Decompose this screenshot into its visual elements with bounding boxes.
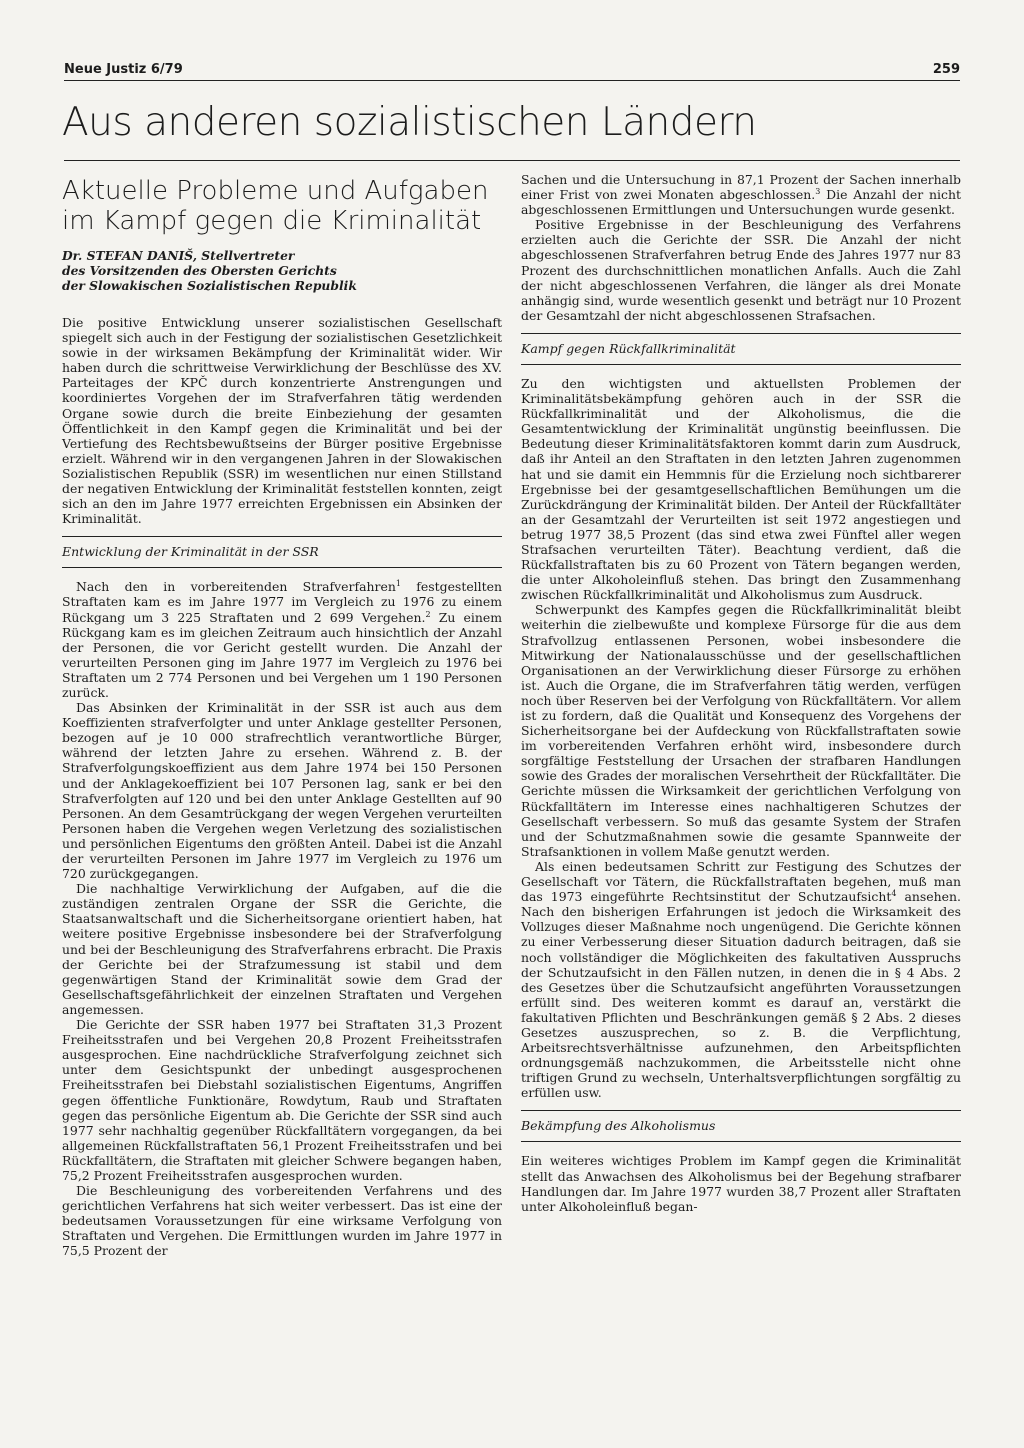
section-title: Aus anderen sozialistischen Ländern [62,100,757,145]
subhead-crime-development: Entwicklung der Kriminalität in der SSR [62,544,319,560]
running-head [64,62,960,77]
article-title-line: Aktuelle Probleme und Aufgaben [62,176,489,206]
paragraph: Die nachhaltige Verwirklichung der Aufgaben, auf die die zuständigen zentralen Organe der SSR die Gerichte, die Staatsanwaltschaft und die Sicherheitsorgane orientiert haben, hat weitere positive Ergebnisse insbesondere bei der Strafverfolgung und bei der Beschleunigung des Strafverfahrens erbracht. Die Praxis der Gerichte bei der Strafzumessung ist stabil und dem gegenwärtigen Stand der Kriminalität sowie dem Grad der Gesellschaftsgefährlichkeit der einzelnen Straftaten und Vergehen angemessen. [62,881,502,1017]
right-column [521,172,961,1214]
footnote-ref: 3 [815,186,821,196]
paragraph [521,859,961,1101]
text-run: Nach den in vorbereitenden Strafverfahren [76,579,396,595]
subhead-rule [62,567,502,568]
subhead-alcoholism: Bekämpfung des Alkoholismus [521,1118,716,1134]
subhead-block-2 [521,333,961,365]
text-run: Zu einem Rückgang kam es im gleichen Zeitraum auch hinsichtlich der Anzahl der Personen, die vor Gericht gestellt wurden. Die Anzahl der verurteilten Personen ging im Jahre 1977 im Vergleich zu 1976 bei Straftaten um 2 774 Personen und bei Vergehen um 1 190 Personen zurück. [62,609,503,700]
text-run: Die Anzahl der nicht abgeschlossenen Ermittlungen und Untersuchungen wurde gesenkt. [521,187,961,218]
byline-line: des Vorsitzenden des Obersten Gerichts [62,263,337,278]
journal-issue: Neue Justiz 6/79 [64,62,183,77]
article-title [62,176,502,236]
paragraph-continued [521,172,961,217]
article-title-line: im Kampf gegen die Kriminalität [62,206,482,236]
paragraph: Schwerpunkt des Kampfes gegen die Rückfallkriminalität bleibt weiterhin die zielbewußte und komplexe Fürsorge für die aus dem Strafvollzug entlassenen Personen, wobei insbesondere die Mitwirkung der Nationalausschüsse und der gesellschaftlichen Organisationen an der Verwirklichung dieser Fürsorge zu erhöhen ist. Auch die Organe, die im Strafverfahren tätig werden, verfügen noch über Reserven bei der Verfolgung von Rückfalltätern. Vor allem ist zu fordern, daß die Qualität und Konsequenz des Vorgehens der Sicherheitsorgane bei der Aufdeckung von Rückfallstraftaten sowie im vorbereitenden Verfahren erhöht wird, insbesondere durch sorgfältige Feststellung der Ursachen der strafbaren Handlungen sowie des Grades der moralischen Versehrtheit der Rückfalltäter. Die Gerichte müssen die Wirksamkeit der gerichtlichen Verfolgung von Rückfalltätern im Interesse eines nachhaltigeren Schutzes der Gesellschaft verbessern. So muß das gesamte System der Strafen und der Schutzmaßnahmen sowie die gesamte Spannweite der Strafsanktionen in vollem Maße genutzt werden. [521,602,961,859]
text-run: festgestellten Straftaten kam es im Jahre 1977 im Vergleich zu 1976 zu einem Rückgang um 3 225 Straftaten und 2 699 Vergehen. [62,579,502,625]
byline-line: der Slowakischen Sozialistischen Republik [62,278,357,293]
paragraph: Ein weiteres wichtiges Problem im Kampf gegen die Kriminalität stellt das Anwachsen des Alkoholismus bei der Begehung strafbarer Handlungen dar. Im Jahre 1977 wurden 38,7 Prozent aller Straftaten unter Alkoholeinfluß began- [521,1153,961,1214]
left-column [62,170,502,1259]
intro-paragraph: Die positive Entwicklung unserer sozialistischen Gesellschaft spiegelt sich auch in der Festigung der sozialistischen Gesetzlichkeit sowie in der wirksamen Bekämpfung der Kriminalität wider. Wir haben durch die schrittweise Verwirklichung der Beschlüsse des XV. Parteitages der KPČ durch konzentrierte Anstrengungen und koordiniertes Vorgehen der im Strafverfahren tätig werdenden Organe sowie durch die breite Einbeziehung der gesamten Öffentlichkeit in den Kampf gegen die Kriminalität und bei der Vertiefung des Rechtsbewußtseins der Bürger positive Ergebnisse erzielt. Während wir in den vergangenen Jahren in der Slowakischen Sozialistischen Republik (SSR) im wesentlichen nur einen Stillstand der negativen Entwicklung der Kriminalität feststellen konnten, zeigt sich an den im Jahre 1977 erreichten Ergebnissen ein Absinken der Kriminalität. [62,315,502,527]
author-byline [62,248,502,293]
paragraph: Die Gerichte der SSR haben 1977 bei Straftaten 31,3 Prozent Freiheitsstrafen und bei Vergehen 20,8 Prozent Freiheitsstrafen ausgesprochen. Eine nachdrückliche Strafverfolgung zeichnet sich unter dem Gesichtspunkt der unbedingt ausgesprochenen Freiheitsstrafen bei Diebstahl sozialistischen Eigentums, Angriffen gegen öffentliche Funktionäre, Rowdytum, Raub und Straftaten gegen das persönliche Eigentum ab. Die Gerichte der SSR sind auch 1977 sehr nachhaltig gegenüber Rückfalltätern vorgegangen, da bei allgemeinen Rückfallstraftaten 56,1 Prozent Freiheitsstrafen und bei Rückfalltätern, die Straftaten mit gleicher Schwere begangen haben, 75,2 Prozent Freiheitsstrafen ausgesprochen wurden. [62,1017,502,1183]
header-rule [64,80,960,81]
subhead-rule [521,364,961,365]
section-rule [64,160,960,161]
text-run: ansehen. Nach den bisherigen Erfahrungen ist jedoch die Wirksamkeit des Vollzuges dieser Maßnahme noch ungenügend. Die Gerichte können zu einer Verbesserung dieser Situation dadurch beitragen, daß sie noch vollständiger die Möglichkeiten des fakultativen Ausspruchs der Schutzaufsicht in den Fällen nutzen, in denen die in § 4 Abs. 2 des Gesetzes über die Schutzaufsicht angeführten Voraussetzungen erfüllt sind. Des weiteren kommt es darauf an, verstärkt die fakultativen Pflichten und Beschränkungen gemäß § 2 Abs. 2 dieses Gesetzes auszusprechen, so z. B. die Verpflichtung, Arbeitsrechtsverhältnisse aufzunehmen, den Arbeitspflichten ordnungsgemäß nachzukommen, die Arbeitsstelle nicht ohne triftigen Grund zu wechseln, Unterhaltsverpflichtungen sorgfältig zu erfüllen usw. [521,889,961,1101]
subhead-block-3 [521,1110,961,1142]
page-number: 259 [932,62,960,77]
subhead-block-1 [62,536,502,568]
paragraph [62,579,502,700]
footnote-ref: 2 [425,609,431,619]
paragraph: Die Beschleunigung des vorbereitenden Verfahrens und des gerichtlichen Verfahrens hat sich weiter verbessert. Das ist eine der bedeutsamen Voraussetzungen für eine wirksame Verfolgung von Straftaten und Vergehen. Die Ermittlungen wurden im Jahre 1977 in 75,5 Prozent der [62,1183,502,1259]
paragraph: Zu den wichtigsten und aktuellsten Problemen der Kriminalitätsbekämpfung gehören auch in der SSR die Rückfallkriminalität und der Alkoholismus, die die Gesamtentwicklung der Kriminalität ungünstig beeinflussen. Die Bedeutung dieser Kriminalitätsfaktoren kommt darin zum Ausdruck, daß ihr Anteil an den Straftaten in den letzten Jahren zugenommen hat und sie damit ein Hemmnis für die Erzielung noch sichtbarerer Ergebnisse bei der gesamtgesellschaftlichen Bemühungen um die Zurückdrängung der Kriminalität bilden. Der Anteil der Rückfalltäter an der Gesamtzahl der Verurteilten ist seit 1972 angestiegen und betrug 1977 38,5 Prozent (das sind etwa zwei Fünftel aller wegen Strafsachen verurteilten Täter). Beachtung verdient, daß die Rückfallstraftaten bis zu 60 Prozent von Tätern begangen werden, die unter Alkoholeinfluß stehen. Das bringt den Zusammenhang zwischen Rückfallkriminalität und Alkoholismus zum Ausdruck. [521,375,961,603]
subhead-rule [521,1141,961,1142]
text-run: Sachen und die Untersuchung in 87,1 Prozent der Sachen innerhalb einer Frist von zwei Monaten abgeschlossen. [521,172,961,203]
paragraph: Das Absinken der Kriminalität in der SSR ist auch aus dem Koeffizienten strafverfolgter und unter Anklage gestellter Personen, bezogen auf je 10 000 strafrechtlich verantwortliche Bürger, während der letzten Jahre zu ersehen. Während z. B. der Strafverfolgungskoeffizient aus dem Jahre 1974 bei 150 Personen und der Anklagekoeffizient bei 107 Personen lag, sank er bei den Strafverfolgten auf 120 und bei den unter Anklage Gestellten auf 90 Personen. An dem Gesamtrückgang der wegen Vergehen verurteilten Personen haben die Vergehen wegen Verletzung des sozialistischen und persönlichen Eigentums den größten Anteil. Dabei ist die Anzahl der verurteilten Personen im Jahre 1977 im Vergleich zu 1976 um 720 zurückgegangen. [62,700,502,882]
subhead-recidivism: Kampf gegen Rückfallkriminalität [521,340,736,356]
byline-line: Dr. STEFAN DANIŠ, Stellvertreter [62,248,295,263]
text-run: Als einen bedeutsamen Schritt zur Festigung des Schutzes der Gesellschaft vor Tätern, die Rückfallstraftaten begehen, muß man das 1973 eingeführte Rechtsinstitut der Schutzaufsicht [521,858,961,905]
footnote-ref: 4 [891,888,897,898]
paragraph: Positive Ergebnisse in der Beschleunigung des Verfahrens erzielten auch die Gerichte der SSR. Die Anzahl der nicht abgeschlossenen Strafverfahren betrug Ende des Jahres 1977 nur 83 Prozent des durchschnittlichen monatlichen Anfalls. Auch die Zahl der nicht abgeschlossenen Verfahren, die länger als drei Monate anhängig sind, wurde wesentlich gesenkt und beträgt nur 10 Prozent der Gesamtzahl der nicht abgeschlossenen Strafsachen. [521,217,961,323]
footnote-ref: 1 [395,579,401,589]
